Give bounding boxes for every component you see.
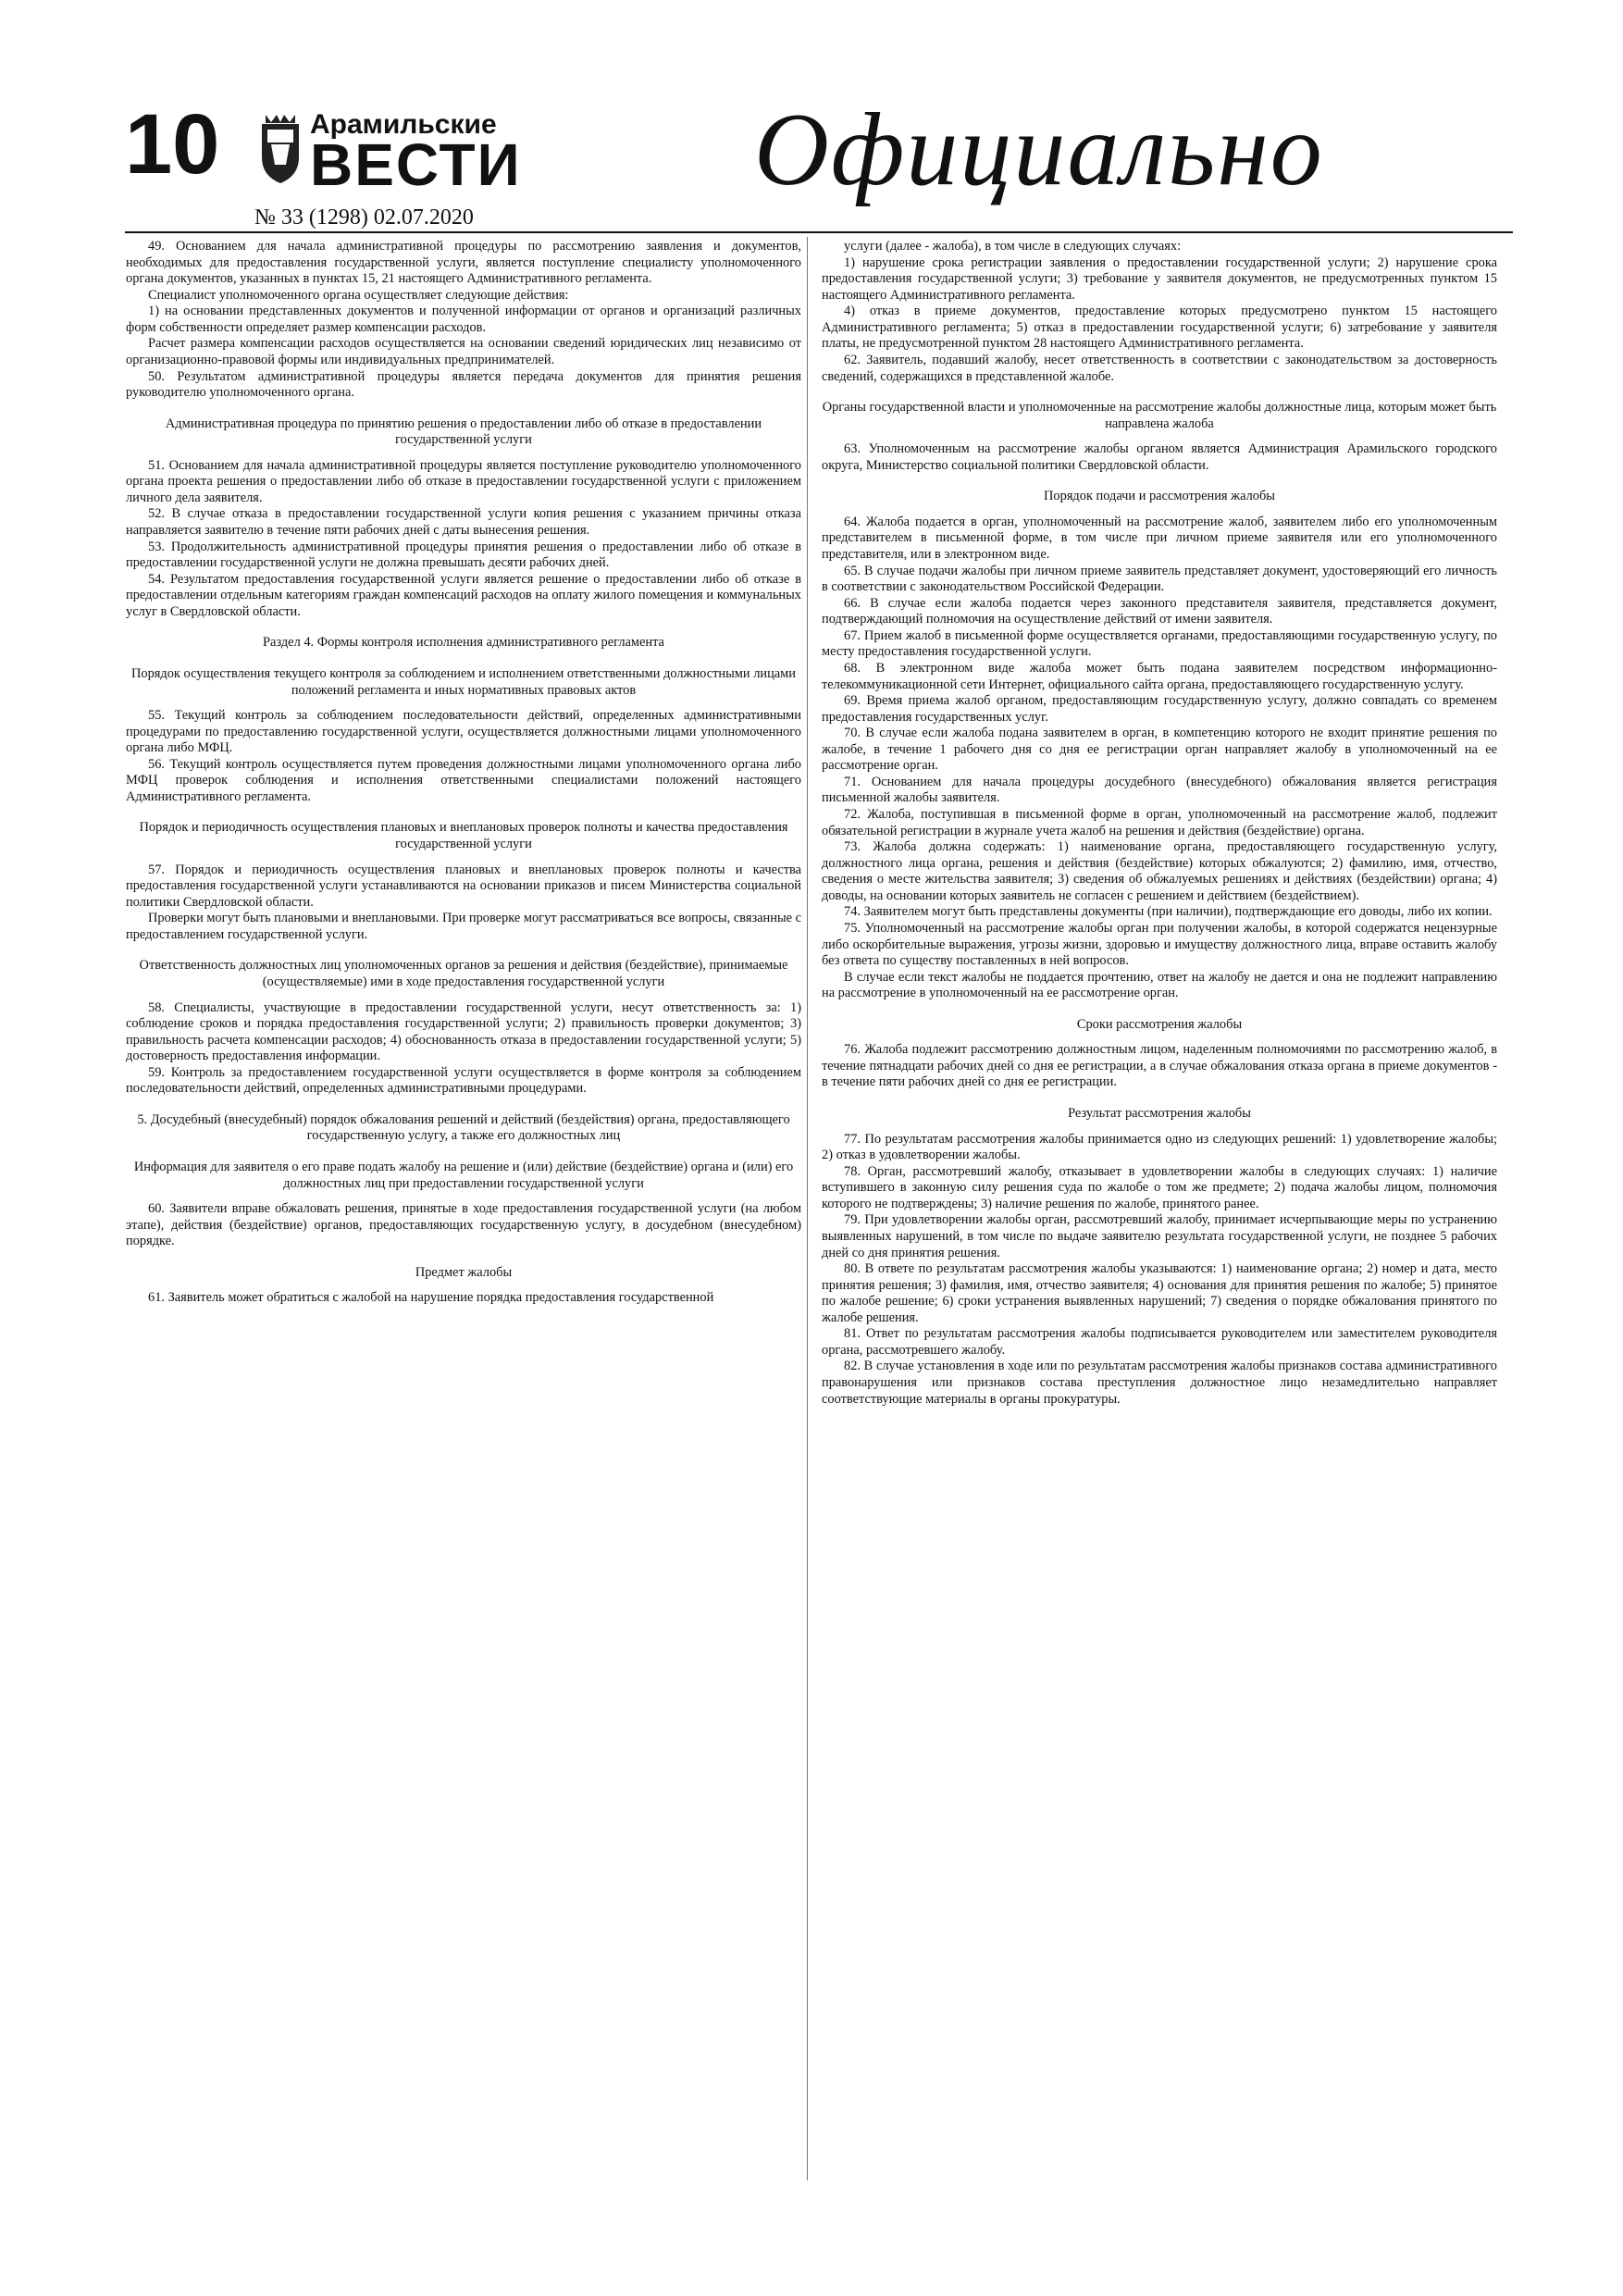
paragraph: 75. Уполномоченный на рассмотрение жалобы орган при получении жалобы, в которой содержатся нецензурные либо оскорбительные выражения, угрозы жизни, здоровью и имуществу должностного лица, вправе оставить жалобу без ответа по существу поставленных в ней вопросов.	[822, 920, 1497, 969]
section-title: Официально	[754, 93, 1324, 207]
section-heading: Результат рассмотрения жалобы	[1068, 1106, 1251, 1121]
coat-of-arms-icon	[254, 111, 306, 185]
paragraph: 71. Основанием для начала процедуры досудебного (внесудебного) обжалования является регистрация письменной жалобы заявителя.	[822, 774, 1497, 806]
paragraph: 58. Специалисты, участвующие в предоставлении государственной услуги, несут ответственность за: 1) соблюдение сроков и порядка предоставления государственной услуги; 2) правильность проверки документов; 3) правильность расчета компенсации расходов; 4) обоснованность отказа в предоставлении государственной услуги; 5) достоверность предоставления информации.	[126, 999, 801, 1064]
section-heading: Информация для заявителя о его праве подать жалобу на решение и (или) действие (бездействие) органа и (или) его должностных лиц при предоставлении государственной услуги	[133, 1160, 794, 1191]
paragraph: Специалист уполномоченного органа осуществляет следующие действия:	[148, 287, 569, 303]
paragraph: 63. Уполномоченным на рассмотрение жалобы органом является Администрация Арамильского городского округа, Министерство социальной политики Свердловской области.	[822, 441, 1497, 473]
paragraph: 64. Жалоба подается в орган, уполномоченный на рассмотрение жалоб, заявителем либо его уполномоченным представителем в письменной форме, в том числе при личном приеме заявителя или его уполномоченного представителя, или в электронном виде.	[822, 514, 1497, 562]
paragraph: 80. В ответе по результатам рассмотрения жалобы указываются: 1) наименование органа; 2) номер и дата, место принятия решения; 3) фамилия, имя, отчество заявителя; 4) основания для принятия решения по жалобе; 5) принятое по жалобе решение; 6) сроки устранения выявленных нарушений; 7) сведения о порядке обжалования принятого по жалобе решения.	[822, 1261, 1497, 1325]
paragraph: 65. В случае подачи жалобы при личном приеме заявитель представляет документ, удостоверяющий его личность в соответствии с законодательством Российской Федерации.	[822, 563, 1497, 595]
paragraph: 49. Основанием для начала административной процедуры по рассмотрению заявления и документов, необходимых для предоставления государственной услуги, является поступление специалисту уполномоченного органа документов, указанных в пунктах 15, 21 настоящего Административного регламента.	[126, 239, 801, 287]
section-heading: Раздел 4. Формы контроля исполнения административного регламента	[263, 635, 664, 651]
paragraph: 52. В случае отказа в предоставлении государственной услуги копия решения с указанием причины отказа направляется заявителю в течение пяти рабочих дней с даты вынесения решения.	[126, 506, 801, 538]
section-heading: Порядок осуществления текущего контроля за соблюдением и исполнением ответственными должностными лицами положений регламента и иных нормативных правовых актов	[131, 665, 796, 698]
paragraph: В случае если текст жалобы не поддается прочтению, ответ на жалобу не дается и она не подлежит направлению на рассмотрение в уполномоченный на ее рассмотрение орган.	[822, 969, 1497, 1001]
publication-name-big: ВЕСТИ	[310, 131, 522, 198]
column-divider	[807, 237, 808, 2180]
issue-info: № 33 (1298) 02.07.2020	[254, 205, 474, 230]
header-rule	[125, 231, 1513, 233]
paragraph: 70. В случае если жалоба подана заявителем в орган, в компетенцию которого не входит принятие решения по жалобе, в течение 1 рабочего дня со дня ее регистрации орган направляет жалобу в уполномоченный на ее рассмотрение орган.	[822, 726, 1497, 774]
paragraph: 74. Заявителем могут быть представлены документы (при наличии), подтверждающие его доводы, либо их копии.	[844, 904, 1493, 920]
paragraph: 56. Текущий контроль осуществляется путем проведения должностными лицами уполномоченного органа либо МФЦ проверок соблюдения и исполнения ответственными специалистами положений настоящего Административного регламента.	[126, 756, 801, 804]
paragraph: 4) отказ в приеме документов, предоставление которых предусмотрено пунктом 15 настоящего Административного регламента; 5) отказ в предоставлении государственной услуги; 6) затребование у заявителя платы, не предусмотренной пунктом 28 настоящего Административного регламента.	[822, 304, 1497, 352]
paragraph: 78. Орган, рассмотревший жалобу, отказывает в удовлетворении жалобы в следующих случаях: 1) наличие вступившего в законную силу решения суда по жалобе о том же предмете; 2) подача жалобы лицом, полномочия которого не подтверждены; 3) наличие решения по жалобе, принятого ранее.	[822, 1163, 1497, 1211]
paragraph: Расчет размера компенсации расходов осуществляется на основании сведений юридических лиц независимо от организационно-правовой формы или индивидуальных предпринимателей.	[126, 336, 801, 367]
section-heading: Органы государственной власти и уполномоченные на рассмотрение жалобы должностные лица, которым может быть направлена жалоба	[822, 400, 1497, 431]
paragraph: 1) нарушение срока регистрации заявления о предоставлении государственной услуги; 2) нарушение срока предоставления государственной услуги; 3) требование у заявителя документов, не предусмотренных пунктом 15 настоящего Административного регламента.	[822, 254, 1497, 303]
paragraph: 62. Заявитель, подавший жалобу, несет ответственность в соответствии с законодательством за достоверность сведений, содержащихся в представленной жалобе.	[822, 352, 1497, 384]
masthead	[125, 93, 1513, 231]
paragraph: 67. Прием жалоб в письменной форме осуществляется органами, предоставляющими государственную услугу, по месту предоставления государственной услуги.	[822, 627, 1497, 660]
paragraph: 79. При удовлетворении жалобы орган, рассмотревший жалобу, принимает исчерпывающие меры по устранению выявленных нарушений, в том числе по выдаче заявителю результата государственной услуги, не позднее 5 рабочих дней со дня принятия решения.	[822, 1212, 1497, 1260]
section-heading: Порядок подачи и рассмотрения жалобы	[1044, 489, 1275, 504]
paragraph: 77. По результатам рассмотрения жалобы принимается одно из следующих решений: 1) удовлетворение жалобы; 2) отказ в удовлетворении жалобы.	[822, 1131, 1497, 1163]
page-number: 10	[125, 97, 220, 192]
paragraph: 55. Текущий контроль за соблюдением последовательности действий, определенных административными процедурами по предоставлению государственной услуги, осуществляется должностными лицами уполномоченного органа либо МФЦ.	[126, 708, 801, 756]
paragraph: 53. Продолжительность административной процедуры принятия решения о предоставлении либо об отказе в предоставлении государственной услуги не должна превышать десяти рабочих дней.	[126, 539, 801, 571]
paragraph: Проверки могут быть плановыми и внеплановыми. При проверке могут рассматриваться все вопросы, связанные с предоставлением государственной услуги.	[126, 911, 801, 942]
paragraph: 82. В случае установления в ходе или по результатам рассмотрения жалобы признаков состава административного правонарушения или признаков состава преступления должностное лицо незамедлительно направляет соответствующие материалы в органы прокуратуры.	[822, 1359, 1497, 1407]
paragraph: 66. В случае если жалоба подается через законного представителя заявителя, представляется документ, подтверждающий полномочия на осуществление действий от имени заявителя.	[822, 595, 1497, 627]
section-heading: Предмет жалобы	[415, 1264, 513, 1280]
paragraph: 60. Заявители вправе обжаловать решения, принятые в ходе предоставления государственной услуги (на любом этапе), действия (бездействие) органов, предоставляющих государственную услугу, в досудебном (внесудебном) порядке.	[126, 1201, 801, 1249]
paragraph: 81. Ответ по результатам рассмотрения жалобы подписывается руководителем или заместителем руководителя органа, рассмотревшего жалобу.	[822, 1326, 1497, 1358]
section-heading: Порядок и периодичность осуществления плановых и внеплановых проверок полноты и качества предоставления государственной услуги	[139, 820, 788, 851]
section-heading: Сроки рассмотрения жалобы	[1076, 1016, 1243, 1032]
paragraph: 69. Время приема жалоб органом, предоставляющим государственную услугу, должно совпадать со временем предоставления государственных услуг.	[822, 693, 1497, 725]
paragraph: 57. Порядок и периодичность осуществления плановых и внеплановых проверок полноты и качества предоставления государственной услуги устанавливаются на основании приказов и писем Министерства социальной политики Свердловской области.	[126, 862, 801, 910]
paragraph: услуги (далее - жалоба), в том числе в следующих случаях:	[844, 239, 1182, 254]
paragraph: 61. Заявитель может обратиться с жалобой на нарушение порядка предоставления государственной	[148, 1290, 714, 1306]
section-heading: Ответственность должностных лиц уполномоченных органов за решения и действия (бездействие), принимаемые (осуществляемые) ими в ходе предоставления государственной услуги	[139, 958, 788, 989]
paragraph: 72. Жалоба, поступившая в письменной форме в орган, уполномоченный на рассмотрение жалоб, подлежит обязательной регистрации в журнале учета жалоб на решения и действия (бездействие) органа.	[822, 807, 1497, 838]
paragraph: 73. Жалоба должна содержать: 1) наименование органа, предоставляющего государственную услугу, должностного лица органа, решения и действия (бездействие) которых обжалуются; 2) фамилию, имя, отчество, сведения о месте жительства заявителя; 3) сведения об обжалуемых решениях и действиях (бездействии) органа; 4) доводы, на основании которых заявитель не согласен с решением и действием (бездействием).	[822, 839, 1497, 903]
paragraph: 76. Жалоба подлежит рассмотрению должностным лицом, наделенным полномочиями по рассмотрению жалоб, в течение пятнадцати рабочих дней со дня ее регистрации, а в случае обжалования отказа органа в приеме документов - в течение пяти рабочих дней со дня ее регистрации.	[822, 1042, 1497, 1090]
right-column	[822, 239, 1497, 1408]
section-heading: Административная процедура по принятию решения о предоставлении либо об отказе в предоставлении государственной услуги	[165, 416, 762, 448]
paragraph: 50. Результатом административной процедуры является передача документов для принятия решения руководителю уполномоченного органа.	[126, 368, 801, 401]
publication-name-small: Арамильские	[310, 109, 497, 140]
left-column	[126, 239, 801, 1307]
section-heading: 5. Досудебный (внесудебный) порядок обжалования решений и действий (бездействия) органа, предоставляющего государственную услугу, а также его должностных лиц	[137, 1111, 790, 1144]
paragraph: 59. Контроль за предоставлением государственной услуги осуществляется в форме контроля за соблюдением последовательности действий, определенных административными процедурами.	[126, 1064, 801, 1097]
paragraph: 68. В электронном виде жалоба может быть подана заявителем посредством информационно-телекоммуникационной сети Интернет, официального сайта органа, предоставляющего государственную услугу.	[822, 660, 1497, 692]
paragraph: 51. Основанием для начала административной процедуры является поступление руководителю уполномоченного органа проекта решения о предоставлении либо об отказе в предоставлении государственной услуги с приложением личного дела заявителя.	[126, 457, 801, 505]
paragraph: 1) на основании представленных документов и полученной информации от органов и организаций различных форм собственности определяет размер компенсации расходов.	[126, 304, 801, 335]
paragraph: 54. Результатом предоставления государственной услуги является решение о предоставлении либо об отказе в предоставлении отдельным категориям граждан компенсаций расходов на оплату жилого помещения и коммунальных услуг в Свердловской области.	[126, 571, 801, 619]
